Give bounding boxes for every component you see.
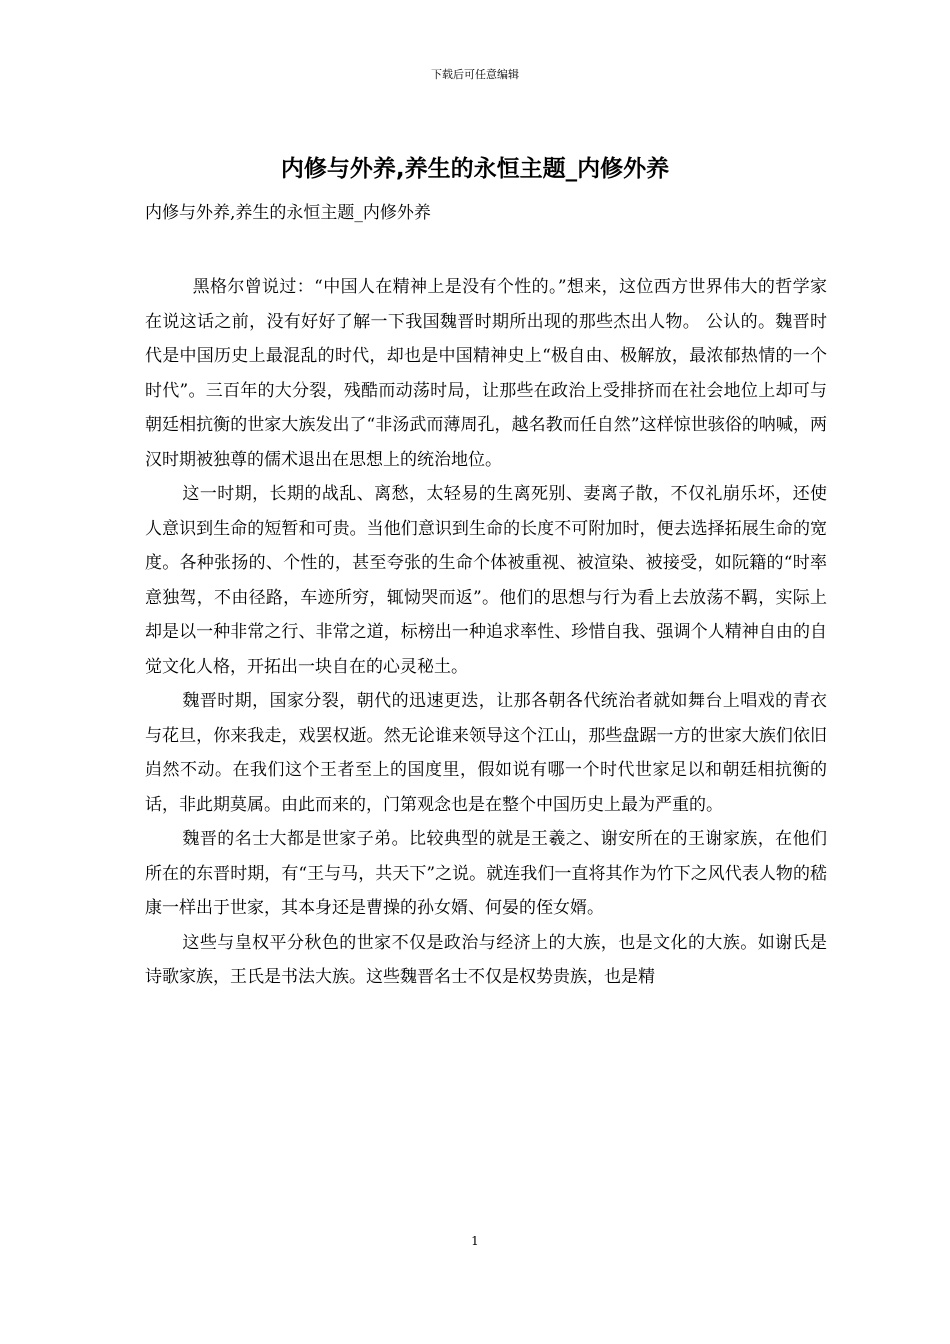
body-paragraph-5: 这些与皇权平分秋色的世家不仅是政治与经济上的大族，也是文化的大族。如谢氏是诗歌家族，王氏是书法大族。这些魏晋名士不仅是权势贵族，也是精 xyxy=(145,932,827,987)
page-number: 1 xyxy=(471,1234,479,1248)
document-title: 内修与外养,养生的永恒主题_内修外养 xyxy=(280,156,670,182)
body-paragraph-4: 魏晋的名士大都是世家子弟。比较典型的就是王羲之、谢安所在的王谢家族，在他们所在的东晋时期，有“王与马，共天下”之说。就连我们一直将其作为竹下之风代表人物的嵇康一样出于世家，其本身还是曹操的孙女婿、何晏的侄女婿。 xyxy=(145,829,827,918)
body-paragraph-3: 魏晋时期，国家分裂，朝代的迅速更迭，让那各朝各代统治者就如舞台上唱戏的青衣与花旦，你来我走，戏罢权逝。然无论谁来领导这个江山，那些盘踞一方的世家大族们依旧岿然不动。在我们这个王者至上的国度里，假如说有哪一个时代世家足以和朝廷相抗衡的话，非此期莫属。由此而来的，门第观念也是在整个中国历史上最为严重的。 xyxy=(145,691,827,815)
body-paragraph-1: 黑格尔曾说过：“中国人在精神上是没有个性的。”想来，这位西方世界伟大的哲学家在说这话之前，没有好好了解一下我国魏晋时期所出现的那些杰出人物。 公认的。魏晋时代是中国历史上最混乱的时代，却也是中国精神史上“极自由、极解放，最浓郁热情的一个时代”。三百年的大分裂，残酷而动荡时局，让那些在政治上受排挤而在社会地位上却可与朝廷相抗衡的世家大族发出了“非汤武而薄周孔，越名教而任自然”这样惊世骇俗的呐喊，两汉时期被独尊的儒术退出在思想上的统治地位。 xyxy=(145,277,827,470)
document-body xyxy=(145,270,827,995)
body-paragraph-2: 这一时期，长期的战乱、离愁，太轻易的生离死别、妻离子散，不仅礼崩乐坏，还使人意识到生命的短暂和可贵。当他们意识到生命的长度不可附加时，便去选择拓展生命的宽度。各种张扬的、个性的，甚至夸张的生命个体被重视、被渲染、被接受，如阮籍的“时率意独驾，不由径路，车迹所穷，辄恸哭而返”。他们的思想与行为看上去放荡不羁，实际上却是以一种非常之行、非常之道，标榜出一种追求率性、珍惜自我、强调个人精神自由的自觉文化人格，开拓出一块自在的心灵秘土。 xyxy=(145,484,827,677)
page-header-note: 下载后可任意编辑 xyxy=(431,68,519,81)
document-subtitle: 内修与外养,养生的永恒主题_内修外养 xyxy=(145,203,431,223)
